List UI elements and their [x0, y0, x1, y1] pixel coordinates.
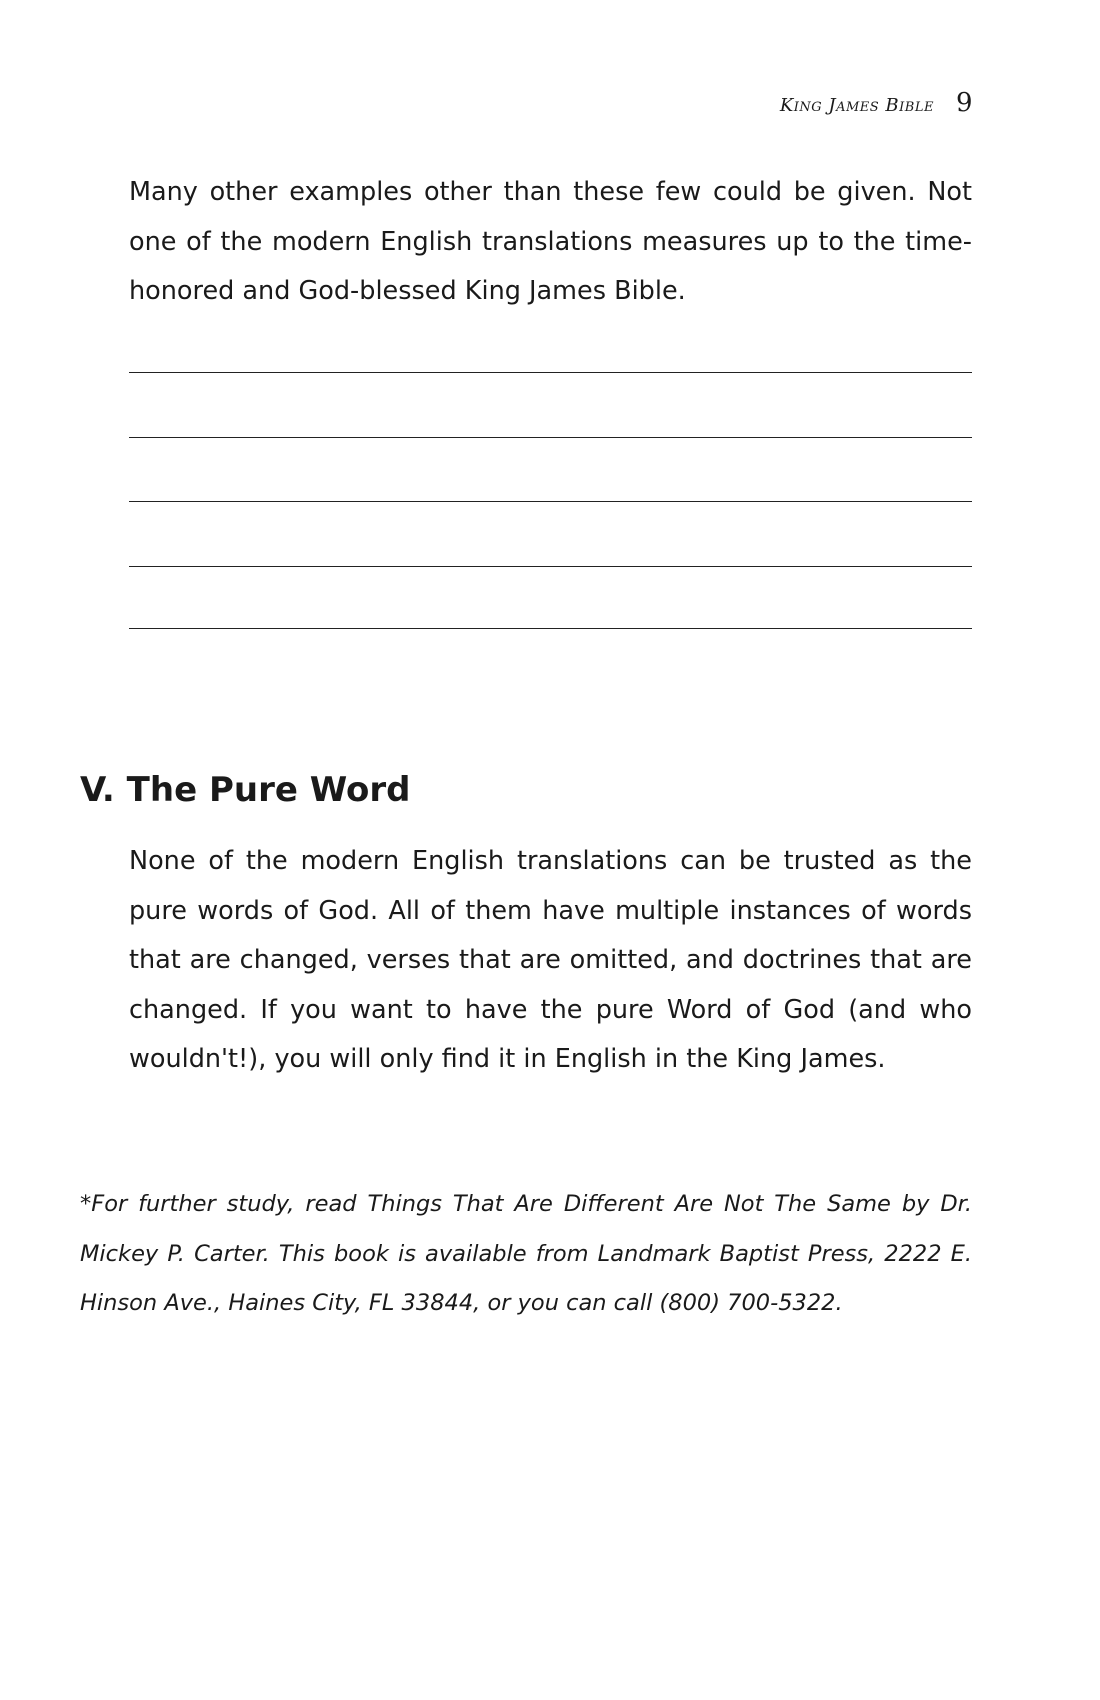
blank-answer-line[interactable]	[129, 372, 972, 373]
blank-answer-line[interactable]	[129, 437, 972, 438]
page-number: 9	[955, 88, 973, 118]
section-paragraph: None of the modern English translations can be trusted as the pure words of God. All of them have multiple instances of words that are changed, verses that are omitted, and doctrines that are changed. If you want to have the pure Word of God (and who wouldn't!), you will only find it in English in the King James.	[129, 846, 972, 1074]
footnote: *For further study, read Things That Are Different Are Not The Same by Dr. Mickey P. Carter. This book is available from Landmark Baptist Press, 2222 E. Hinson Ave., Haines City, FL 33844, or you can call (800) 700-5322.	[80, 1191, 972, 1316]
section-heading: V. The Pure Word	[80, 770, 411, 810]
blank-answer-line[interactable]	[129, 628, 972, 629]
running-title: King James Bible	[779, 95, 934, 116]
running-header	[780, 88, 973, 118]
blank-answer-line[interactable]	[129, 566, 972, 567]
blank-answer-line[interactable]	[129, 501, 972, 502]
intro-paragraph: Many other examples other than these few could be given. Not one of the modern English translations measures up to the time-honored and God-blessed King James Bible.	[129, 177, 972, 306]
